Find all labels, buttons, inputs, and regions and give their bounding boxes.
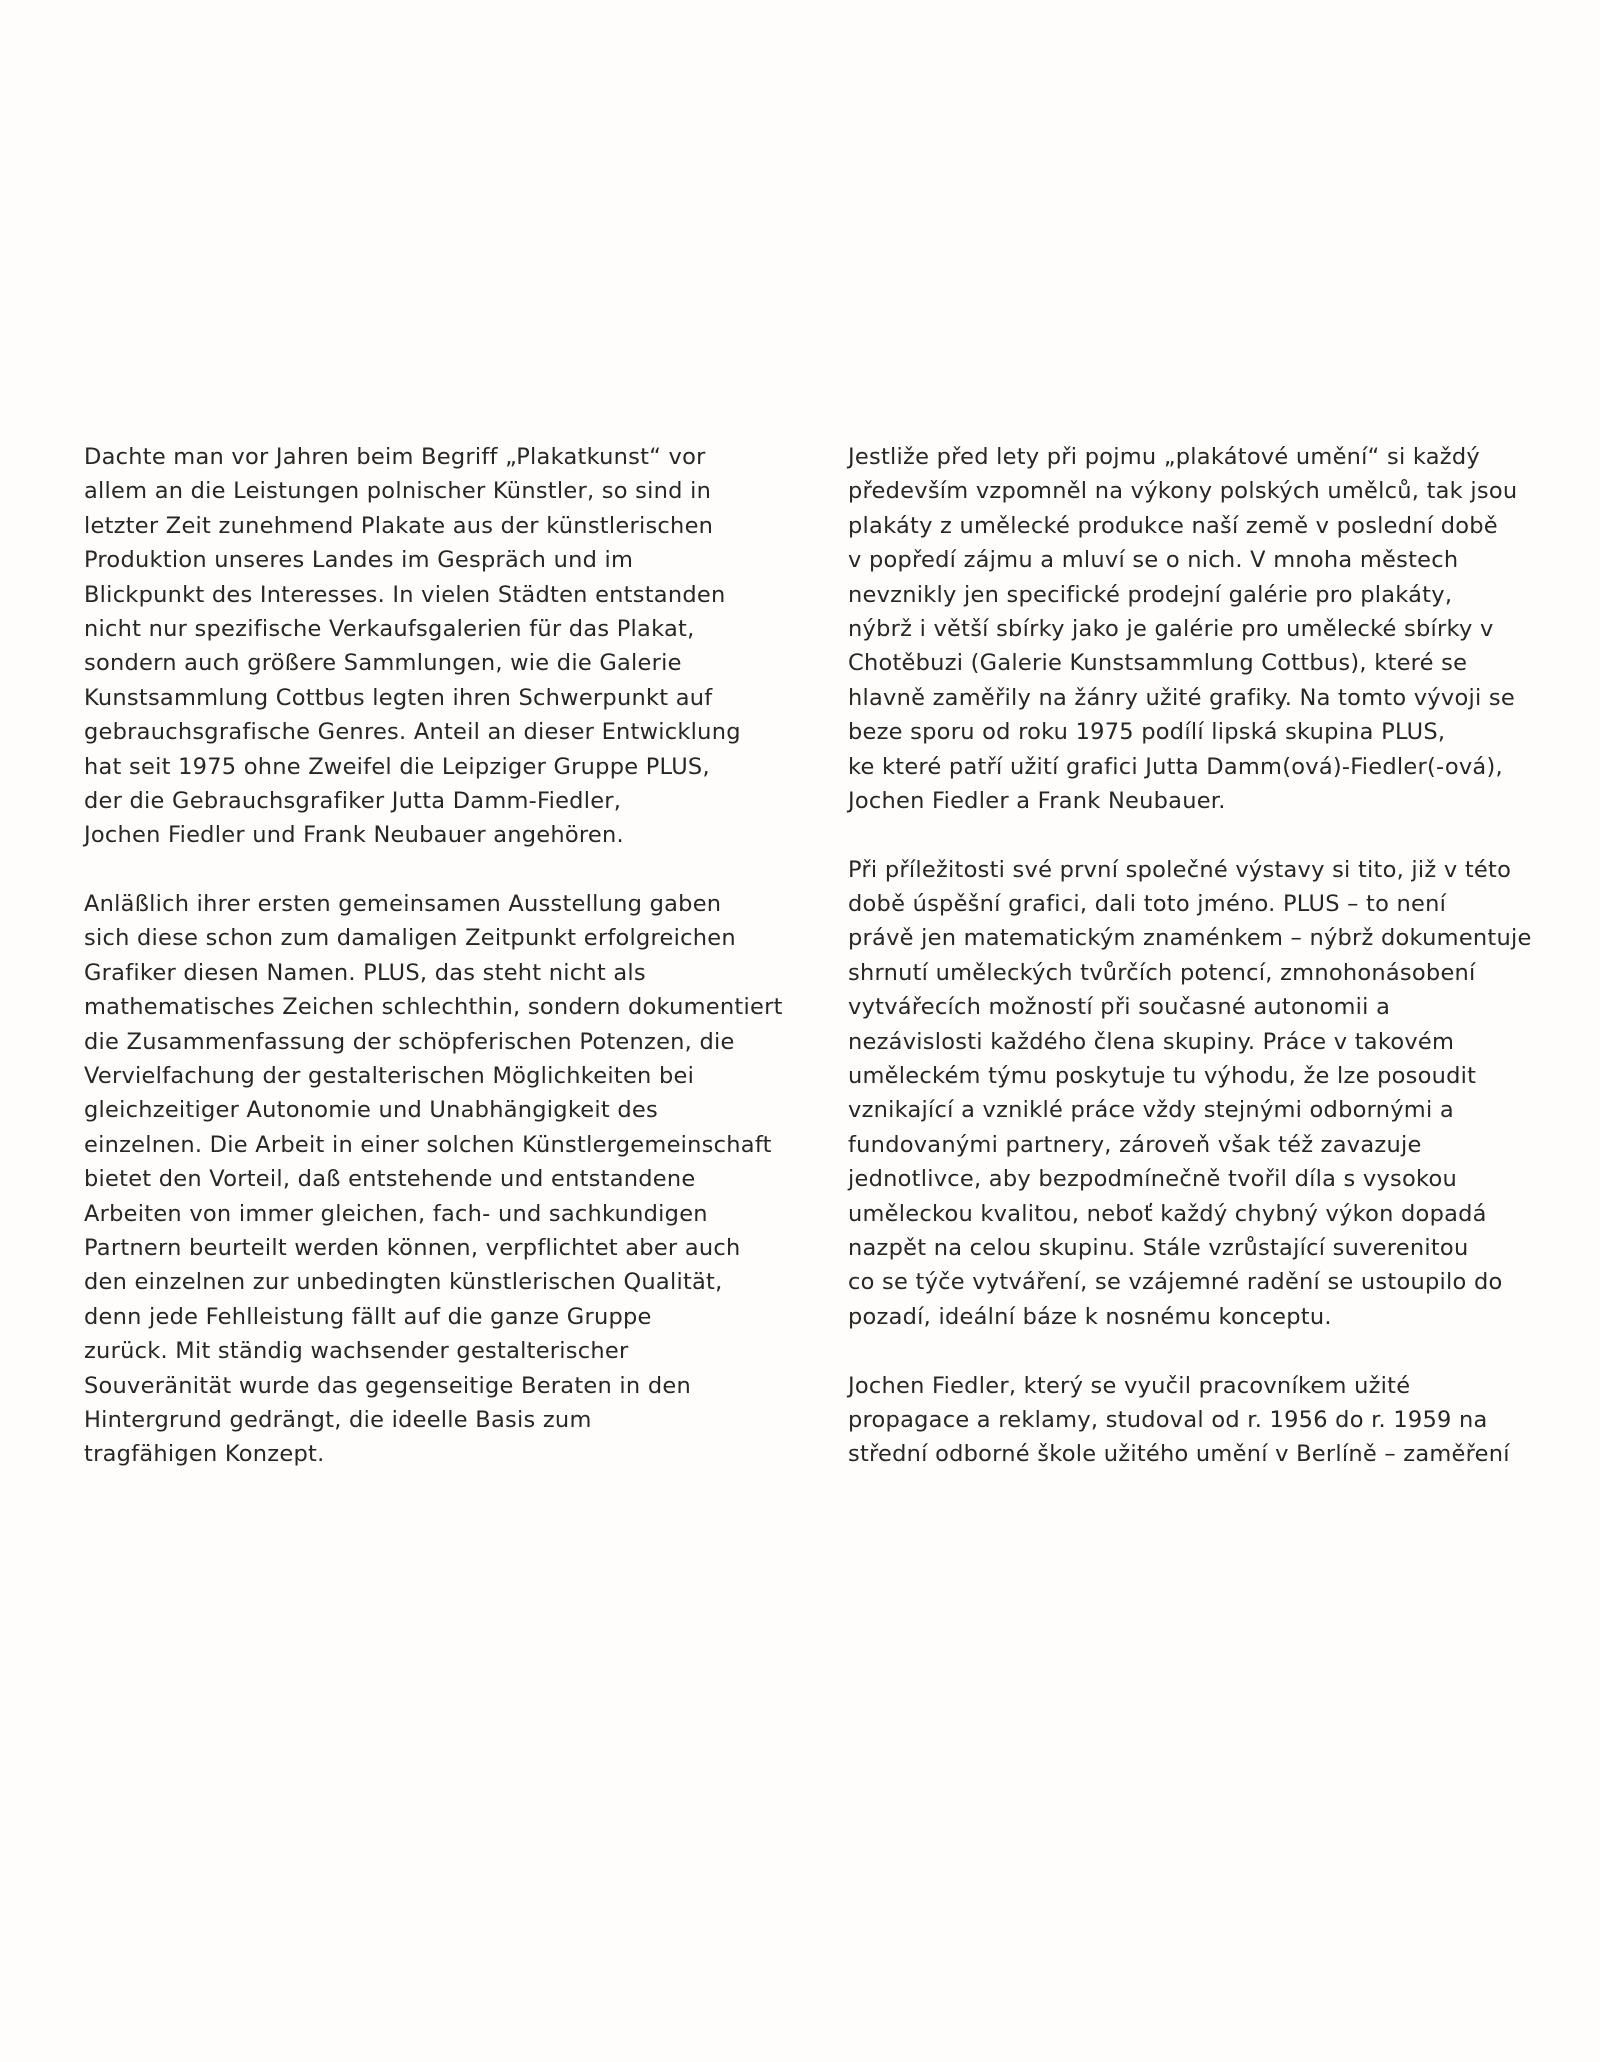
text-line: Při příležitosti své první společné výstavy si tito, již v této — [848, 856, 1512, 883]
text-line: denn jede Fehlleistung fällt auf die ganze Gruppe — [84, 1303, 652, 1330]
czech-paragraph-3 — [848, 1369, 1596, 1472]
text-line: Produktion unseres Landes im Gespräch und im — [84, 547, 634, 574]
text-line: zurück. Mit ständig wachsender gestalterischer — [84, 1338, 629, 1365]
czech-paragraph-2 — [848, 853, 1596, 1334]
text-line: jednotlivce, aby bezpodmínečně tvořil díla s vysokou — [848, 1166, 1458, 1193]
text-line: Jochen Fiedler a Frank Neubauer. — [848, 787, 1226, 814]
text-line: vznikající a vzniklé práce vždy stejnými odbornými a — [848, 1097, 1454, 1124]
text-line: pozadí, ideální báze k nosnému konceptu. — [848, 1303, 1332, 1330]
text-line: propagace a reklamy, studoval od r. 1956 do r. 1959 na — [848, 1406, 1488, 1433]
text-line: mathematisches Zeichen schlechthin, sondern dokumentiert — [84, 994, 783, 1021]
text-line: vytvářecích možností při současné autonomii a — [848, 994, 1391, 1021]
text-line: Kunstsammlung Cottbus legten ihren Schwerpunkt auf — [84, 684, 713, 711]
text-line: Hintergrund gedrängt, die ideelle Basis zum — [84, 1406, 592, 1433]
text-line: Dachte man vor Jahren beim Begriff „Plakatkunst“ vor — [84, 444, 706, 470]
text-line: gebrauchsgrafische Genres. Anteil an dieser Entwicklung — [84, 719, 741, 746]
text-line: allem an die Leistungen polnischer Künstler, so sind in — [84, 478, 712, 505]
text-line: hat seit 1975 ohne Zweifel die Leipziger Gruppe PLUS, — [84, 753, 710, 780]
text-line: den einzelnen zur unbedingten künstlerischen Qualität, — [84, 1269, 723, 1296]
text-line: sich diese schon zum damaligen Zeitpunkt erfolgreichen — [84, 925, 736, 952]
text-line: právě jen matematickým znaménkem – nýbrž dokumentuje — [848, 925, 1532, 952]
text-line: nevznikly jen specifické prodejní galérie pro plakáty, — [848, 581, 1453, 608]
text-line: Jochen Fiedler, který se vyučil pracovníkem užité — [848, 1372, 1411, 1399]
text-line: uměleckou kvalitou, neboť každý chybný výkon dopadá — [848, 1200, 1487, 1227]
text-line: Grafiker diesen Namen. PLUS, das steht nicht als — [84, 959, 646, 986]
text-line: die Zusammenfassung der schöpferischen Potenzen, die — [84, 1028, 735, 1055]
text-line: der die Gebrauchsgrafiker Jutta Damm-Fiedler, — [84, 787, 622, 814]
text-line: Arbeiten von immer gleichen, fach- und sachkundigen — [84, 1200, 708, 1227]
text-line: především vzpomněl na výkony polských umělců, tak jsou — [848, 478, 1518, 505]
text-line: tragfähigen Konzept. — [84, 1441, 325, 1468]
text-line: nicht nur spezifische Verkaufsgalerien für das Plakat, — [84, 615, 695, 642]
german-paragraph-1 — [84, 440, 844, 853]
text-line: bietet den Vorteil, daß entstehende und entstandene — [84, 1166, 696, 1193]
text-line: Vervielfachung der gestalterischen Möglichkeiten bei — [84, 1063, 695, 1090]
text-line: Jestliže před lety při pojmu „plakátové umění“ si každý — [848, 444, 1480, 470]
text-line: ke které patří užití grafici Jutta Damm(ová)-Fiedler(-ová), — [848, 753, 1503, 780]
text-line: plakáty z umělecké produkce naší země v poslední době — [848, 512, 1498, 539]
text-line: střední odborné škole užitého umění v Berlíně – zaměření — [848, 1441, 1510, 1468]
text-line: v popředí zájmu a mluví se o nich. V mnoha městech — [848, 547, 1459, 574]
german-text-column — [84, 440, 844, 1506]
text-line: Partnern beurteilt werden können, verpflichtet aber auch — [84, 1234, 741, 1261]
text-line: beze sporu od roku 1975 podílí lipská skupina PLUS, — [848, 719, 1446, 746]
text-line: einzelnen. Die Arbeit in einer solchen Künstlergemeinschaft — [84, 1131, 772, 1158]
text-line: nezávislosti každého člena skupiny. Práce v takovém — [848, 1028, 1455, 1055]
text-line: letzter Zeit zunehmend Plakate aus der künstlerischen — [84, 512, 714, 539]
german-paragraph-2 — [84, 887, 844, 1472]
text-line: fundovanými partnery, zároveň však též zavazuje — [848, 1131, 1422, 1158]
text-line: Blickpunkt des Interesses. In vielen Städten entstanden — [84, 581, 726, 608]
text-line: co se týče vytváření, se vzájemné radění se ustoupilo do — [848, 1269, 1503, 1296]
text-line: uměleckém týmu poskytuje tu výhodu, že lze posoudit — [848, 1063, 1477, 1090]
czech-paragraph-1 — [848, 440, 1596, 818]
text-line: Chotěbuzi (Galerie Kunstsammlung Cottbus), které se — [848, 650, 1468, 677]
text-line: nazpět na celou skupinu. Stále vzrůstající suverenitou — [848, 1234, 1469, 1261]
text-line: shrnutí uměleckých tvůrčích potencí, zmnohonásobení — [848, 959, 1476, 986]
text-line: době úspěšní grafici, dali toto jméno. PLUS – to není — [848, 891, 1447, 918]
text-line: hlavně zaměřily na žánry užité grafiky. Na tomto vývoji se — [848, 684, 1515, 711]
czech-text-column — [848, 440, 1596, 1506]
text-line: Souveränität wurde das gegenseitige Beraten in den — [84, 1372, 691, 1399]
text-line: gleichzeitiger Autonomie und Unabhängigkeit des — [84, 1097, 658, 1124]
text-line: Jochen Fiedler und Frank Neubauer angehören. — [84, 822, 624, 849]
text-line: sondern auch größere Sammlungen, wie die Galerie — [84, 650, 682, 677]
text-line: Anläßlich ihrer ersten gemeinsamen Ausstellung gaben — [84, 891, 722, 918]
text-line: nýbrž i větší sbírky jako je galérie pro umělecké sbírky v — [848, 615, 1494, 642]
